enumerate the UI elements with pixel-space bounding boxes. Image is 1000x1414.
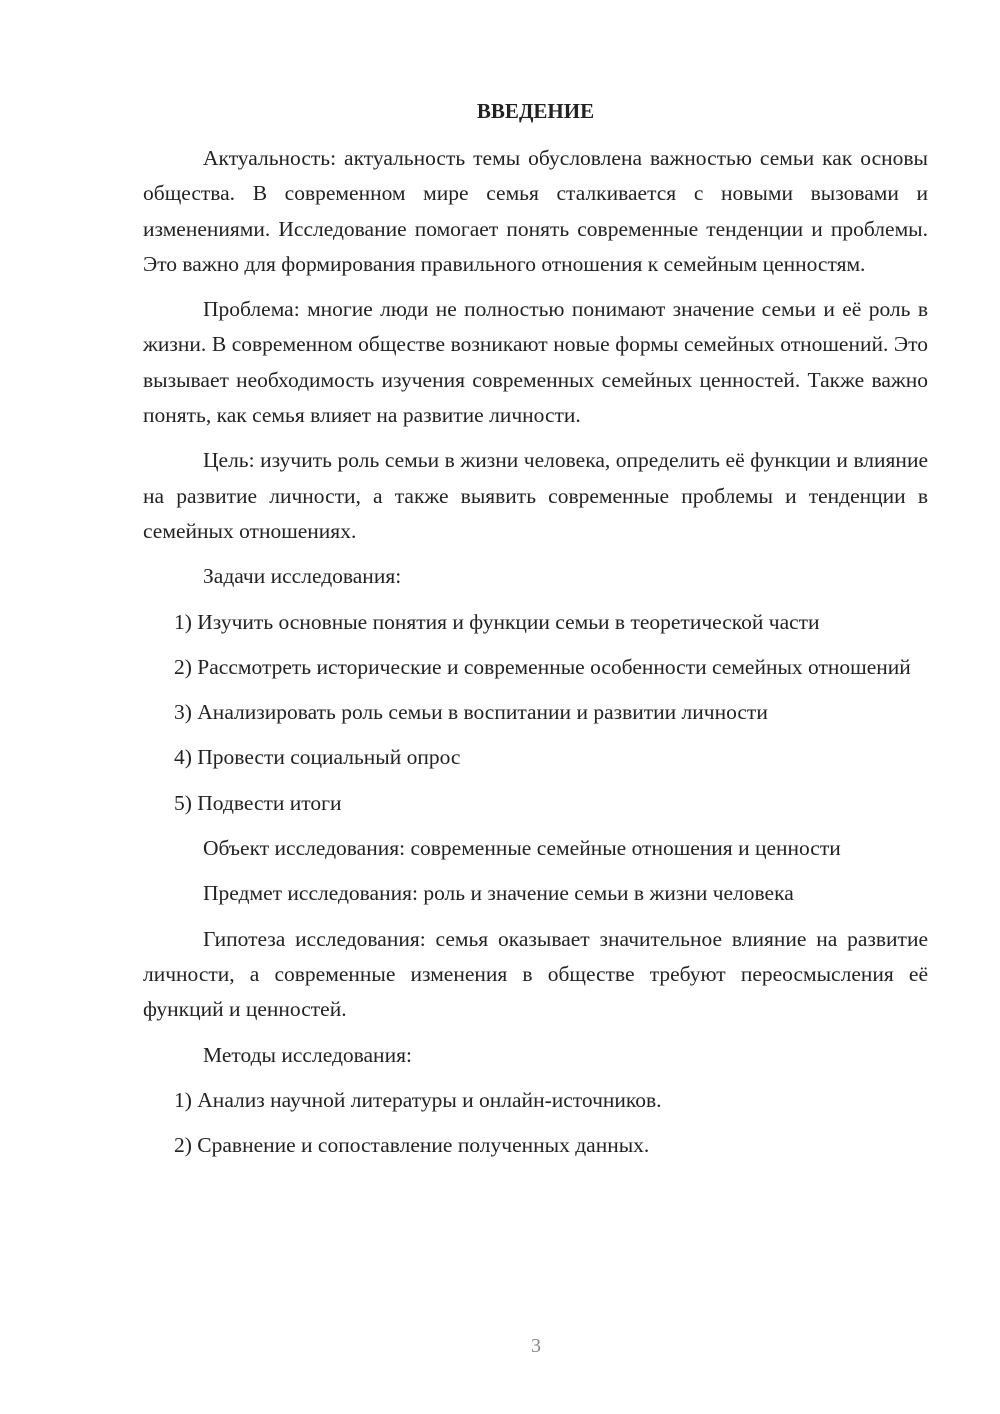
paragraph-subject: Предмет исследования: роль и значение семьи в жизни человека — [203, 881, 794, 906]
task-item-5: 5) Подвести итоги — [174, 790, 342, 815]
section-heading: ВВЕДЕНИЕ — [476, 99, 595, 123]
task-item-2: 2) Рассмотреть исторические и современные особенности семейных отношений — [174, 654, 911, 679]
page-number: 3 — [531, 1335, 541, 1357]
task-item-3: 3) Анализировать роль семьи в воспитании и развитии личности — [174, 700, 768, 725]
paragraph-tasks-heading: Задачи исследования: — [203, 564, 402, 589]
paragraph-methods-heading: Методы исследования: — [203, 1042, 412, 1067]
paragraph-hypothesis: Гипотеза исследования: семья оказывает значительное влияние на развитие личности, а современные изменения в обществе требуют переосмысления её функций и ценностей. — [143, 926, 928, 1022]
method-item-2: 2) Сравнение и сопоставление полученных данных. — [174, 1133, 650, 1158]
paragraph-goal: Цель: изучить роль семьи в жизни человека, определить её функции и влияние на развитие личности, а также выявить современные проблемы и тенденции в семейных отношениях. — [143, 448, 928, 543]
paragraph-relevance: Актуальность: актуальность темы обусловлена важностью семьи как основы общества. В современном мире семья сталкивается с новыми вызовами и изменениями. Исследование помогает понять современные тенденции и проблемы. Это важно для формирования правильного отношения к семейным ценностям. — [143, 146, 928, 276]
method-item-1: 1) Анализ научной литературы и онлайн-источников. — [174, 1087, 662, 1112]
body-text — [143, 141, 928, 1173]
paragraph-object: Объект исследования: современные семейные отношения и ценности — [203, 836, 841, 861]
task-item-1: 1) Изучить основные понятия и функции семьи в теоретической части — [174, 609, 820, 634]
paragraph-problem: Проблема: многие люди не полностью понимают значение семьи и её роль в жизни. В современном обществе возникают новые формы семейных отношений. Это вызывает необходимость изучения современных семейных ценностей. Также важно понять, как семья влияет на развитие личности. — [143, 297, 928, 428]
task-item-4: 4) Провести социальный опрос — [174, 745, 461, 770]
